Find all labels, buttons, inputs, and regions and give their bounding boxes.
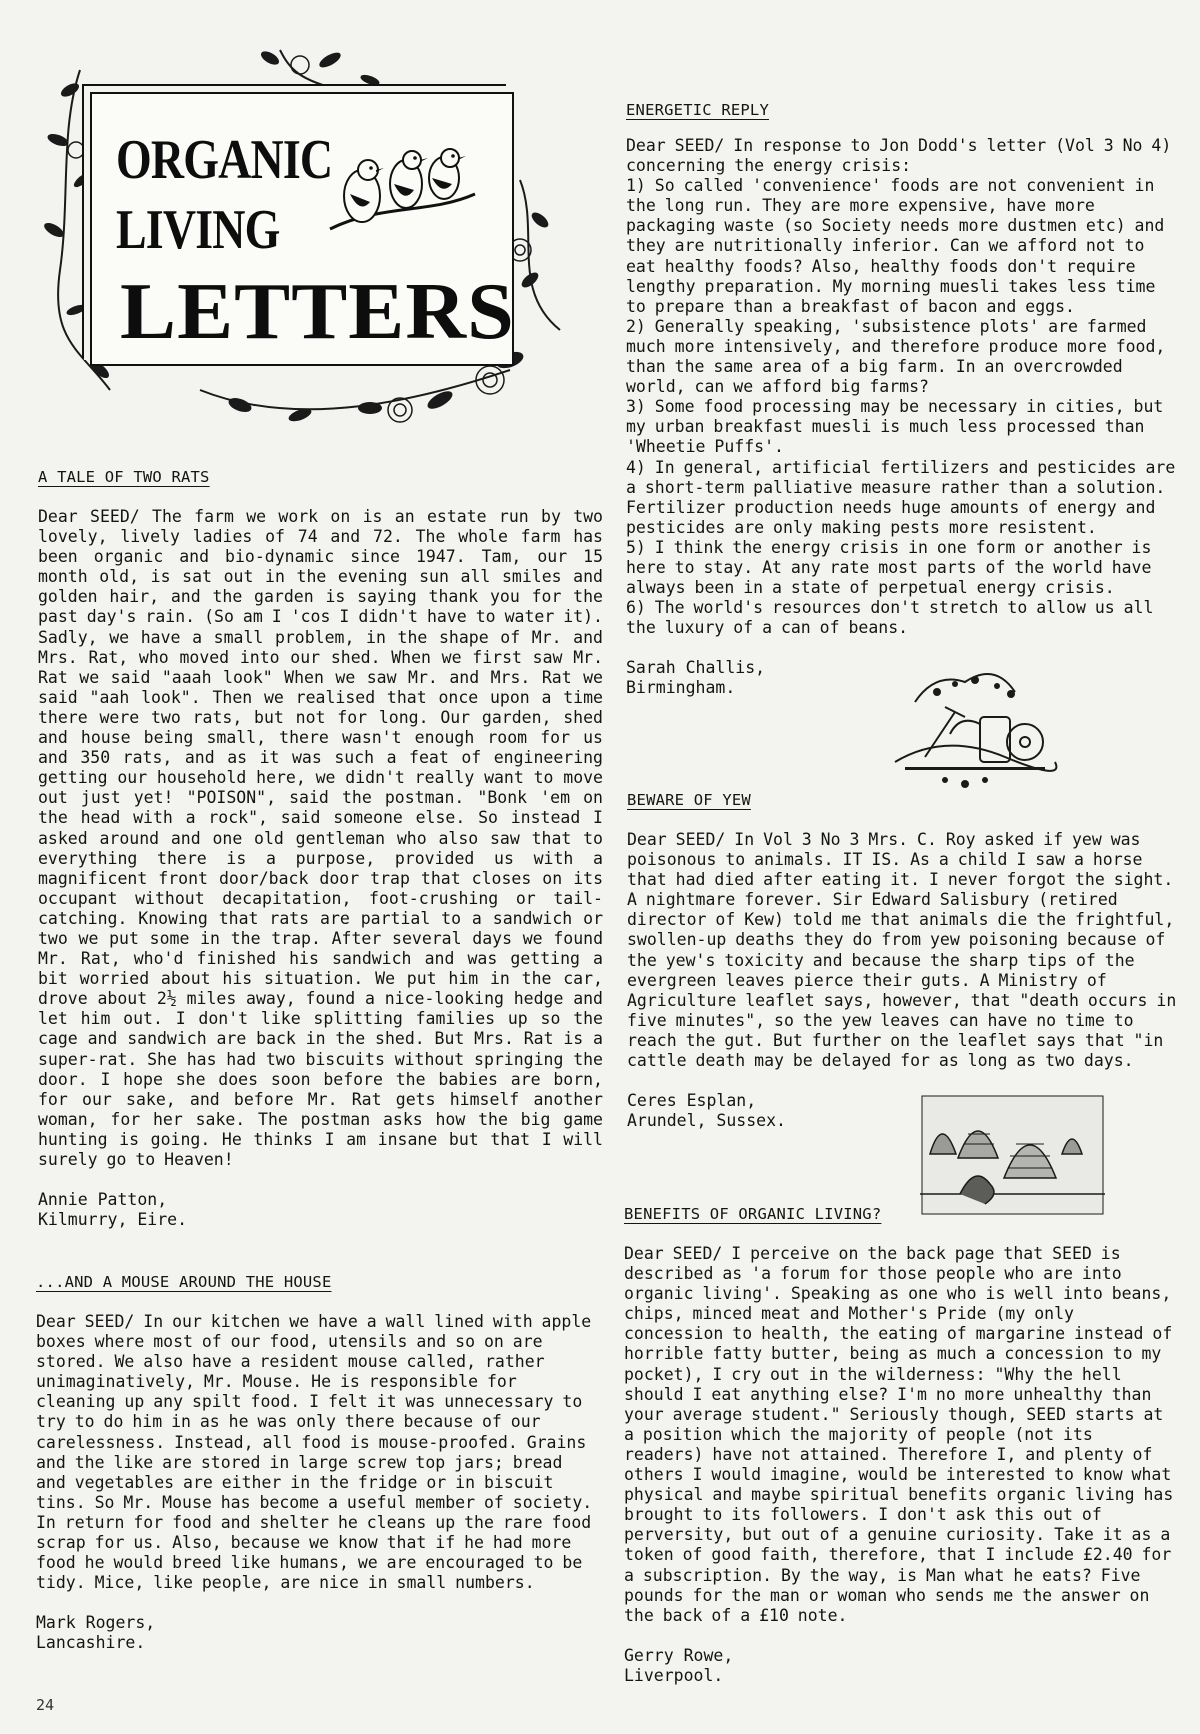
garden-tools-vignette-illustration: [885, 662, 1060, 792]
letter-benefits-of-organic-living: [624, 1204, 1179, 1686]
letter-author: Annie Patton,: [38, 1190, 168, 1210]
letter-heading: A TALE OF TWO RATS: [38, 468, 210, 486]
letter-body: Dear SEED/ I perceive on the back page that SEED is described as 'a forum for those people who are into organic living'. Speaking as one who is well into beans, chips, minced meat and Mother's Pride (my only concession to health, the eating of margarine instead of horrible fatty butter, being as much a concession to my pocket), I cry out in the wilderness: "Why the hell should I eat anything else? I'm no more unhealthy than your average student." Seriously though, SEED starts at a position which the majority of people (not its readers) have not attained. Therefore I, and plenty of others I would imagine, would be interested to know what physical and maybe spiritual benefits organic living has brought to its followers. I don't ask this out of perversity, but out of a genuine curiosity. Take it as a token of good faith, therefore, that I include £2.40 for a subscription. By the way, is Man what he eats? Five pounds for the man or woman who sends me the answer on the back of a £10 note.: [624, 1244, 1174, 1625]
masthead: [40, 30, 580, 430]
birds-on-branch-illustration: [320, 134, 480, 244]
letter-heading: BEWARE OF YEW: [627, 791, 751, 809]
letter-author: Gerry Rowe,: [624, 1645, 734, 1665]
page-number: 24: [36, 1696, 55, 1714]
letter-location: Arundel, Sussex.: [627, 1111, 786, 1131]
letter-body: Dear SEED/ In our kitchen we have a wall lined with apple boxes where most of our food, utensils and so on are stored. We also have a resident mouse called, rather unimaginatively, Mr. Mouse. He is responsible for cleaning up any spilt food. I felt it was unnecessary to try to do him in as he was only there because of our carelessness. Instead, all food is mouse-proofed. Grains and the like are stored in large screw top jars; bread and vegetables are either in the fridge or in biscuit tins. So Mr. Mouse has become a useful member of society. In return for food and shelter he cleans up the rare food scrap for us. Also, because we know that if he had more food he would breed like humans, we are encouraged to be tidy. Mice, like people, are nice in small numbers.: [36, 1312, 593, 1593]
letter-body: Dear SEED/ In response to Jon Dodd's letter (Vol 3 No 4) concerning the energy crisis: 1) So called 'convenience' foods are not convenient in the long run. They are more expensive, have more packaging waste (so Society needs more dustmen etc) and they are nutritionally inferior. Can we afford not to eat healthy foods? Also, healthy foods don't require lengthy preparation. My morning muesli takes less time to prepare than a breakfast of bacon and eggs. 2) Generally speaking, 'subsistence plots' are farmed much more intensively, and therefore produce more food, than the same area of a big farm. In an overcrowded world, can we afford big farms? 3) Some food processing may be necessary in cities, but my urban breakfast muesli is much less processed than 'Wheetie Puffs'. 4) In general, artificial fertilizers and pesticides are a short-term palliative measure rather than a solution. Fertilizer production needs huge amounts of energy and pesticides are only making pests more resistent. 5) I think the energy crisis in one form or another is here to stay. At any rate most parts of the world have always been in a state of perpetual energy crisis. 6) The world's resources don't stretch to allow us all the luxury of a can of beans.: [626, 136, 1176, 638]
letter-signature: [624, 1646, 1179, 1686]
letter-author: Sarah Challis,: [626, 658, 766, 678]
letter-heading: ENERGETIC REPLY: [626, 101, 769, 119]
letter-signature: [38, 1190, 603, 1230]
letter-location: Birmingham.: [626, 678, 736, 698]
masthead-word-letters: LETTERS: [120, 268, 515, 356]
letter-location: Liverpool.: [624, 1665, 724, 1685]
letter-location: Lancashire.: [36, 1633, 146, 1653]
letter-energetic-reply: [626, 100, 1178, 699]
letter-body: Dear SEED/ In Vol 3 No 3 Mrs. C. Roy asked if yew was poisonous to animals. IT IS. As a child I saw a horse that had died after eating it. I never forgot the sight. A nightmare forever. Sir Edward Salisbury (retired director of Kew) told me that animals die the frightful, swollen-up deaths they do from yew poisoning because of the yew's toxicity and because the sharp tips of the evergreen leaves pierce their guts. A Ministry of Agriculture leaflet says, however, that "death occurs in five minutes", so the yew leaves can have no time to reach the gut. But further on the leaflet says that "in cattle death may be delayed for as long as two days.: [627, 830, 1177, 1071]
letter-tale-of-two-rats: [38, 467, 603, 1230]
masthead-word-living: LIVING: [116, 199, 280, 261]
beehives-illustration: [920, 1094, 1105, 1216]
letter-location: Kilmurry, Eire.: [38, 1210, 188, 1230]
letter-author: Ceres Esplan,: [627, 1091, 757, 1111]
masthead-word-organic: ORGANIC: [116, 129, 333, 191]
letter-beware-of-yew: [627, 790, 1179, 1131]
letter-author: Mark Rogers,: [36, 1613, 156, 1633]
letter-heading: ...AND A MOUSE AROUND THE HOUSE: [36, 1273, 332, 1291]
letter-signature: [36, 1613, 601, 1653]
letter-mouse-around-the-house: [36, 1272, 601, 1654]
letter-heading: BENEFITS OF ORGANIC LIVING?: [624, 1205, 882, 1223]
letter-body: Dear SEED/ The farm we work on is an estate run by two lovely, lively ladies of 74 and 72. The whole farm has been organic and bio-dynamic since 1947. Tam, our 15 month old, is sat out in the evening sun all smiles and golden hair, and the garden is saying thank you for the past day's rain. (So am I 'cos I didn't have to water it). Sadly, we have a small problem, in the shape of Mr. and Mrs. Rat, who moved into our shed. When we first saw Mr. Rat we said "aaah look" When we saw Mr. and Mrs. Rat we said "aah look". Then we realised that once upon a time there were two rats, but not for long. Our garden, shed and house being small, there wasn't enough room for us and 350 rats, and as it was such a feat of engineering getting our household here, we didn't really want to move out just yet! "POISON", said the postman. "Bonk 'em on the head with a rock", said someone else. So instead I asked around and one old gentleman who also saw that to everything there is a purpose, provided us with a magnificent front door/back door trap that closes on its occupant without decapitation, foot-crushing or tail-catching. Knowing that rats are partial to a sandwich or two we put some in the trap. After several days we found Mr. Rat, who'd finished his sandwich and was getting a bit worried about his situation. We put him in the car, drove about 2½ miles away, found a nice-looking hedge and let him out. I don't like splitting families up so the cage and sandwich are back in the shed. But Mrs. Rat is a super-rat. She has had two biscuits without springing the door. I hope she does soon before the babies are born, for our sake, and before Mr. Rat gets himself another woman, for her sake. The postman asks how the big game hunting is going. He thinks I am insane but that I will surely go to Heaven!: [38, 507, 603, 1169]
masthead-title-card: [90, 92, 514, 366]
